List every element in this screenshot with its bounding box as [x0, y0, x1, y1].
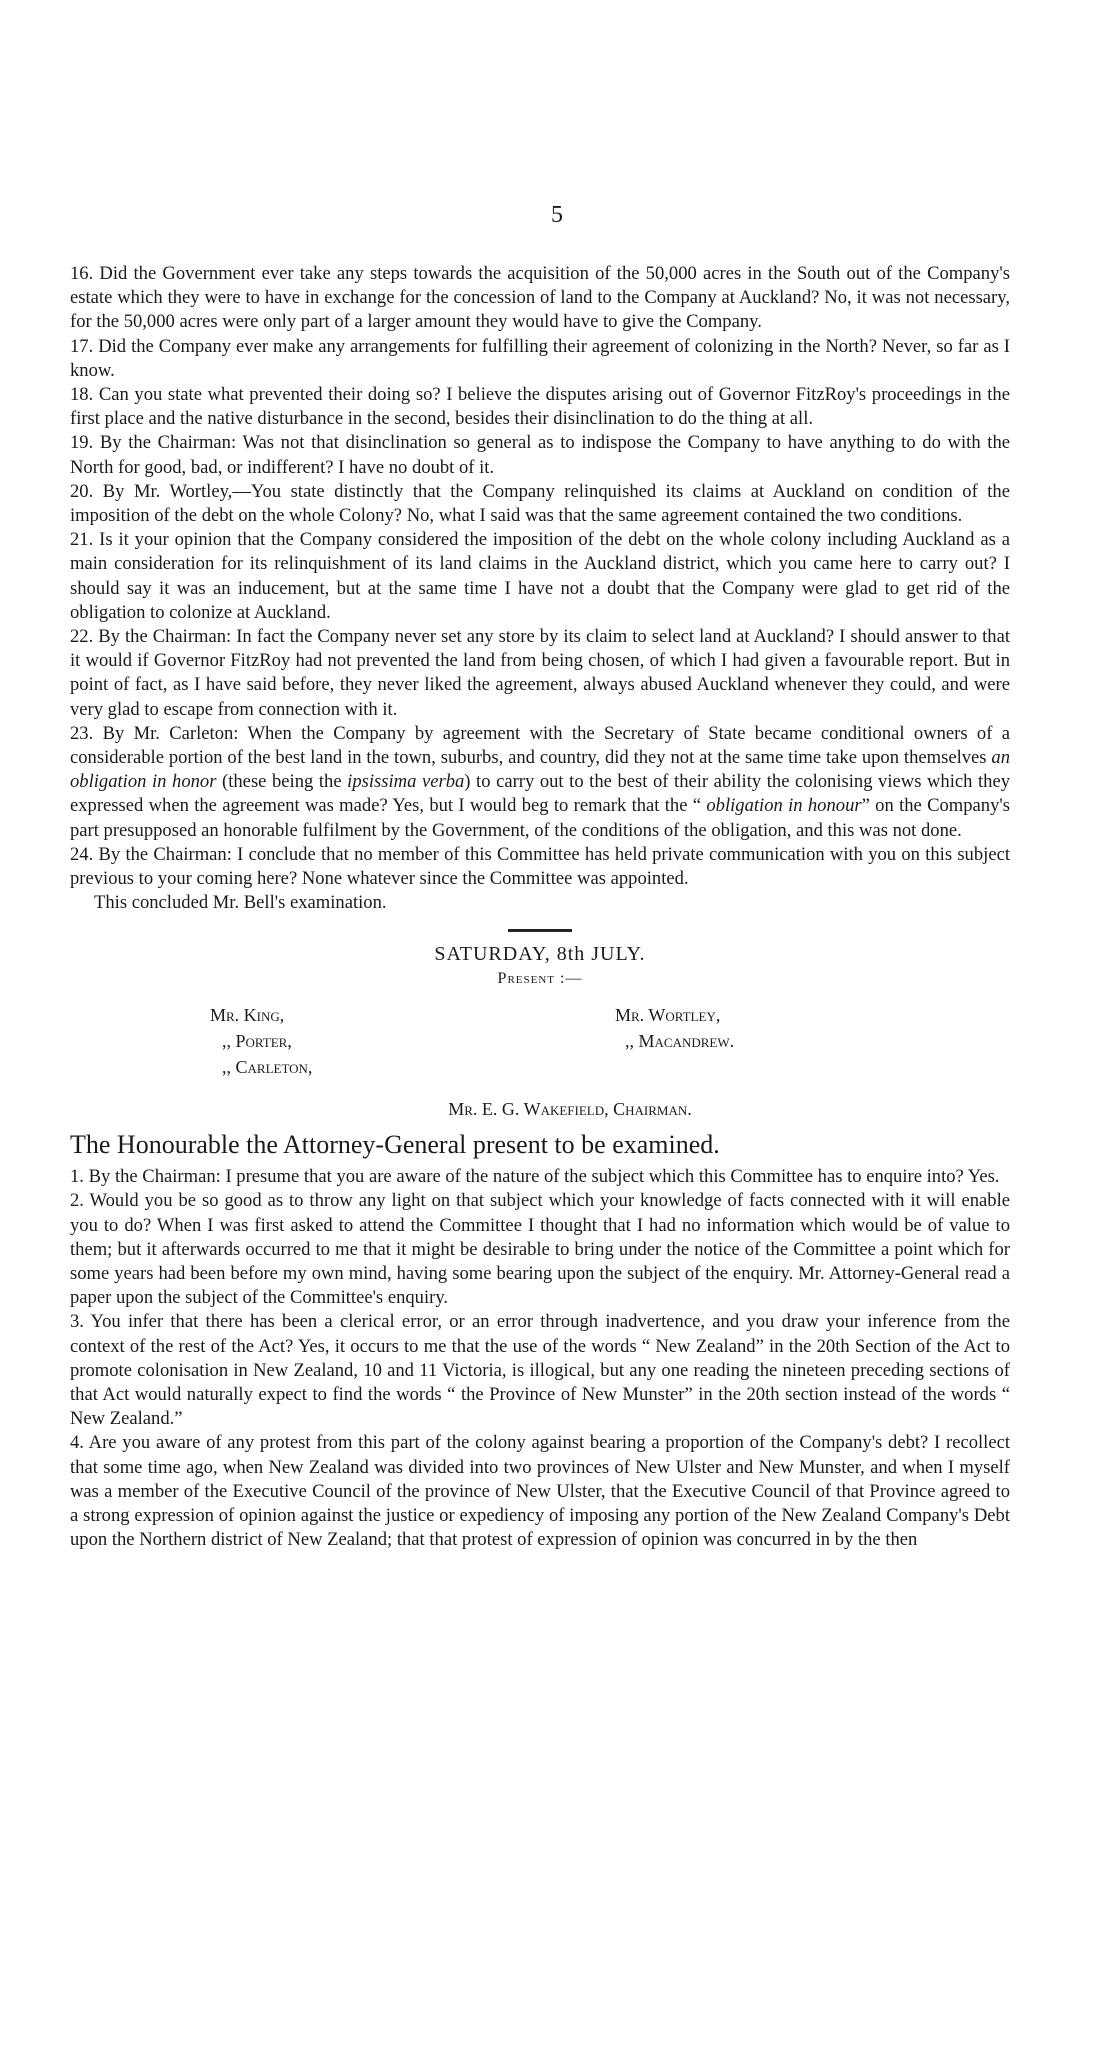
paragraph-q17: 17. Did the Company ever make any arrangements for fulfilling their agreement of colonizing in the North? Never, so far as I know.	[70, 335, 1010, 381]
page-number: 5	[551, 202, 563, 228]
q23-text-4: ” on the Company's part presupposed an honorable fulfilment by the Government, of the conditions of the obligation, and this was not done.	[70, 795, 1010, 841]
section-divider	[508, 929, 572, 932]
present-heading: Present :—	[497, 969, 583, 987]
paragraph-q23	[70, 722, 1010, 843]
paragraph-a2: 2. Would you be so good as to throw any light on that subject which your knowledge of facts connected with it will enable you to do? When I was first asked to attend the Committee I thought that I had no information which would be of value to them; but it afterwards occurred to me that it might be desirable to bring under the notice of the Committee a point which for some years had been before my own mind, having some bearing upon the subject of the enquiry. Mr. Attorney-General read a paper upon the subject of the Committee's enquiry.	[70, 1190, 1010, 1309]
member-left-2: ,, Porter,	[222, 1030, 292, 1051]
q23-text-3: ) to carry out to the best of their ability the colonising views which they expressed when the agreement was made? Yes, but I would beg to remark that the “	[70, 771, 1011, 817]
q23-italic-2: ipsissima verba	[347, 771, 465, 793]
paragraph-a1: 1. By the Chairman: I presume that you are aware of the nature of the subject which this Committee has to enquire into? Yes.	[70, 1166, 1000, 1188]
q23-italic-3: obligation in honour	[706, 795, 862, 817]
paragraph-q16: 16. Did the Government ever take any steps towards the acquisition of the 50,000 acres in the South out of the Company's estate which they were to have in exchange for the concession of land to the Company at Auckland? No, it was not necessary, for the 50,000 acres were only part of a larger amount they would have to give the Company.	[70, 263, 1010, 333]
paragraph-q24: 24. By the Chairman: I conclude that no member of this Committee has held private communication with you on this subject previous to your coming here? None whatever since the Committee was appointed.	[70, 843, 1010, 890]
member-right-1: Mr. Wortley,	[615, 1004, 721, 1025]
member-left-3: ,, Carleton,	[222, 1056, 313, 1077]
session-date: SATURDAY, 8th JULY.	[434, 943, 646, 966]
q23-italic-1: an obligation in honor	[70, 747, 1010, 793]
paragraph-q19: 19. By the Chairman: Was not that disinclination so general as to indispose the Company to have anything to do with the North for good, bad, or indifferent? I have no doubt of it.	[70, 432, 1010, 478]
member-left-1: Mr. King,	[210, 1004, 285, 1025]
chairman-line: Mr. E. G. Wakefield, Chairman.	[448, 1098, 692, 1119]
paragraph-q21: 21. Is it your opinion that the Company considered the imposition of the debt on the whole colony including Auckland as a main consideration for its relinquishment of its land claims in the Auckland district, which you came here to carry out? I should say it was an inducement, but at the same time I have not a doubt that the Company were glad to get rid of the obligation to colonize at Auckland.	[70, 529, 1010, 623]
paragraph-q22: 22. By the Chairman: In fact the Company never set any store by its claim to select land at Auckland? I should answer to that it would if Governor FitzRoy had not prevented the land from being chosen, of which I had given a favourable report. But in point of fact, as I have said before, they never liked the agreement, always abused Auckland whenever they could, and were very glad to escape from connection with it.	[70, 626, 1010, 720]
document-body	[70, 262, 1010, 1552]
members-list	[70, 997, 1010, 1093]
q23-text-2: (these being the	[216, 771, 348, 793]
paragraph-a3: 3. You infer that there has been a clerical error, or an error through inadvertence, and you draw your inference from the context of the rest of the Act? Yes, it occurs to me that the use of the words “ New Zealand” in the 20th Section of the Act to promote colonisation in New Zealand, 10 and 11 Victoria, is illogical, but any one reading the nineteen preceding sections of that Act would naturally expect to find the words “ the Province of New Munster” in the 20th section instead of the words “ New Zealand.”	[70, 1311, 1010, 1430]
member-right-2: ,, Macandrew.	[625, 1030, 735, 1051]
paragraph-a4: 4. Are you aware of any protest from this part of the colony against bearing a proportion of the Company's debt? I recollect that some time ago, when New Zealand was divided into two provinces of New Ulster and New Munster, and when I myself was a member of the Executive Council of the province of New Ulster, that the Executive Council of that Province agreed to a strong expression of opinion against the justice or expediency of imposing any portion of the New Zealand Company's Debt upon the Northern district of New Zealand; that that protest of expression of opinion was concurred in by the then	[70, 1432, 1010, 1551]
paragraph-q18: 18. Can you state what prevented their doing so? I believe the disputes arising out of Governor FitzRoy's proceedings in the first place and the native disturbance in the second, besides their disinclination to do the thing at all.	[70, 384, 1010, 430]
examination-concluded: This concluded Mr. Bell's examination.	[94, 892, 387, 914]
witness-heading: The Honourable the Attorney-General present to be examined.	[70, 1130, 720, 1160]
q23-text-1: 23. By Mr. Carleton: When the Company by agreement with the Secretary of State became conditional owners of a considerable portion of the best land in the town, suburbs, and country, did they not at the same time take upon themselves	[70, 722, 1010, 769]
paragraph-q20: 20. By Mr. Wortley,—You state distinctly that the Company relinquished its claims at Auckland on condition of the imposition of the debt on the whole Colony? No, what I said was that the same agreement contained the two conditions.	[70, 480, 1010, 527]
